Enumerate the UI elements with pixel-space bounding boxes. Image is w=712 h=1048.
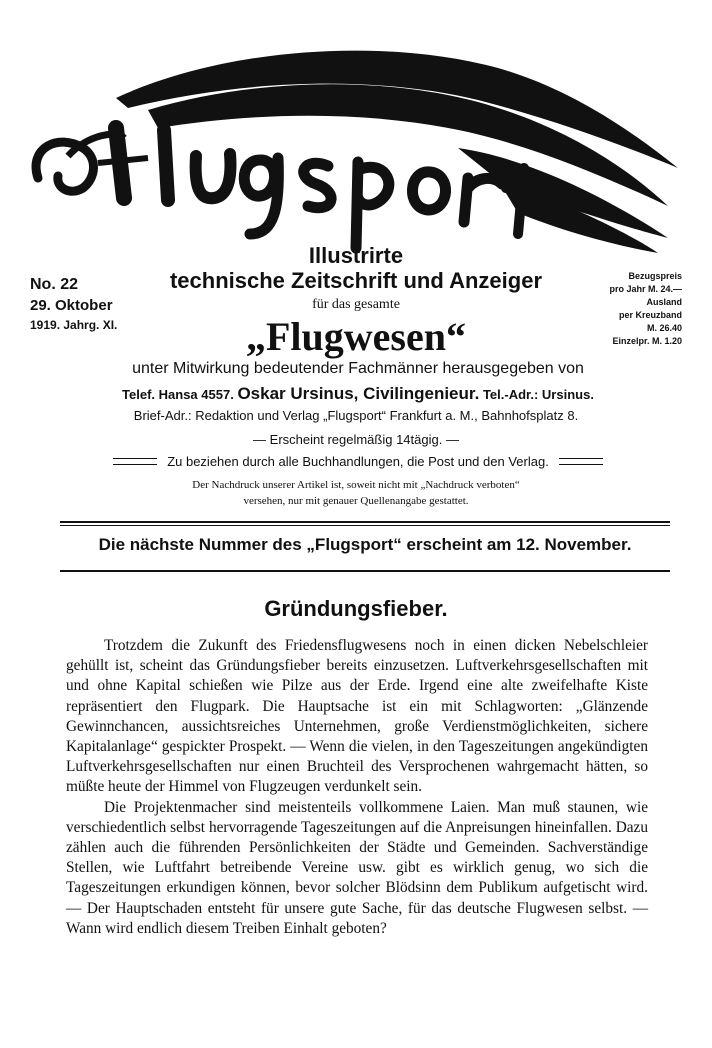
divider bbox=[60, 525, 670, 526]
subtitle-zeitschrift: technische Zeitschrift und Anzeiger bbox=[169, 268, 543, 293]
subtitle-flugwesen: „Flugwesen“ bbox=[246, 314, 466, 359]
divider bbox=[559, 458, 603, 465]
article-paragraph: Trotzdem die Zukunft des Friedensflugwesens noch in einen dicken Nebelschleier gehüllt ist, scheint das Gründungsfieber bereits einzusetzen. Luftverkehrsgesellschaften mit und ohne Kapital schießen wie Pilze aus der Erde. Irgend eine alte zweifelhafte Kiste repräsentiert den Flugpark. Die Hauptsache ist ein mit Schlagworten: „Glänzende Gewinnchancen, aussichtsreiches Unternehmen, große Verdienstmöglichkeiten, sichere Kapitalanlage“ gespickter Prospekt. — Wenn die vielen, in den Tageszeitungen angekündigten Luftverkehrsgesellschaften nur einen Bruchteil des Versprochenen wahrgemacht hätten, so müßte heute der Himmel von Flugzeugen verdunkelt sein. bbox=[66, 637, 648, 796]
article-body bbox=[66, 636, 648, 939]
pricing-line: pro Jahr M. 24.— bbox=[609, 284, 682, 294]
publisher-telegram: Tel.-Adr.: Ursinus. bbox=[482, 387, 594, 402]
article-paragraph: Die Projektenmacher sind meistenteils vollkommene Laien. Man muß staunen, wie verschiedentlich selbst hervorragende Tageszeitungen auf die Anpreisungen hineinfallen. Dazu zählen auch die führenden Persönlichkeiten der Städte und Gemeinden. Sachverständige Stellen, wie Luftfahrt betreibende Vereine usw. gibt es wirklich genug, wo sich die Tageszeitungen erkundigen können, bevor solcher Blödsinn dem Publikum aufgetischt wird. — Der Hauptschaden entsteht für unsere gute Sache, für das deutsche Flugwesen selbst. — Wann wird endlich diesem Treiben Einhalt geboten? bbox=[66, 798, 648, 937]
subtitle-illustrirte: Illustrirte bbox=[308, 243, 404, 268]
pricing-line: Ausland bbox=[646, 297, 682, 307]
subtitle-gesamte: für das gesamte bbox=[312, 297, 400, 312]
distribution-text: Zu beziehen durch alle Buchhandlungen, die Post und den Verlag. bbox=[167, 454, 549, 469]
reprint-notice-line-1: Der Nachdruck unserer Artikel ist, soweit nicht mit „Nachdruck verboten“ bbox=[192, 479, 520, 491]
publisher-phone: Telef. Hansa 4557. bbox=[122, 387, 234, 402]
issue-date: 29. Oktober bbox=[30, 297, 113, 314]
divider bbox=[113, 458, 157, 465]
publication-frequency: — Erscheint regelmäßig 14tägig. — bbox=[253, 432, 459, 447]
divider bbox=[60, 521, 670, 523]
publisher-editor: Oskar Ursinus, Civilingenieur. bbox=[237, 384, 480, 403]
publisher-contact bbox=[40, 384, 676, 404]
flugsport-logo bbox=[28, 38, 698, 258]
pricing-line: M. 26.40 bbox=[646, 323, 682, 333]
divider bbox=[60, 570, 670, 572]
pricing-line: Einzelpr. M. 1.20 bbox=[612, 336, 682, 346]
next-issue-notice: Die nächste Nummer des „Flugsport“ erscheint am 12. November. bbox=[98, 535, 632, 554]
issue-number: No. 22 bbox=[30, 276, 79, 293]
masthead-subtitle bbox=[132, 244, 580, 358]
article-title: Gründungsfieber. bbox=[264, 596, 448, 621]
distribution-line bbox=[28, 454, 688, 469]
publisher-collaboration: unter Mitwirkung bedeutender Fachmänner herausgegeben von bbox=[132, 360, 584, 377]
pricing-info bbox=[570, 270, 682, 348]
pricing-line: Bezugspreis bbox=[628, 271, 682, 281]
issue-info bbox=[30, 276, 140, 332]
reprint-notice-line-2: versehen, nur mit genauer Quellenangabe gestattet. bbox=[243, 495, 469, 507]
publisher-address: Brief-Adr.: Redaktion und Verlag „Flugsport“ Frankfurt a. M., Bahnhofsplatz 8. bbox=[133, 408, 579, 423]
issue-year: 1919. Jahrg. XI. bbox=[30, 318, 118, 332]
pricing-line: per Kreuzband bbox=[618, 310, 682, 320]
